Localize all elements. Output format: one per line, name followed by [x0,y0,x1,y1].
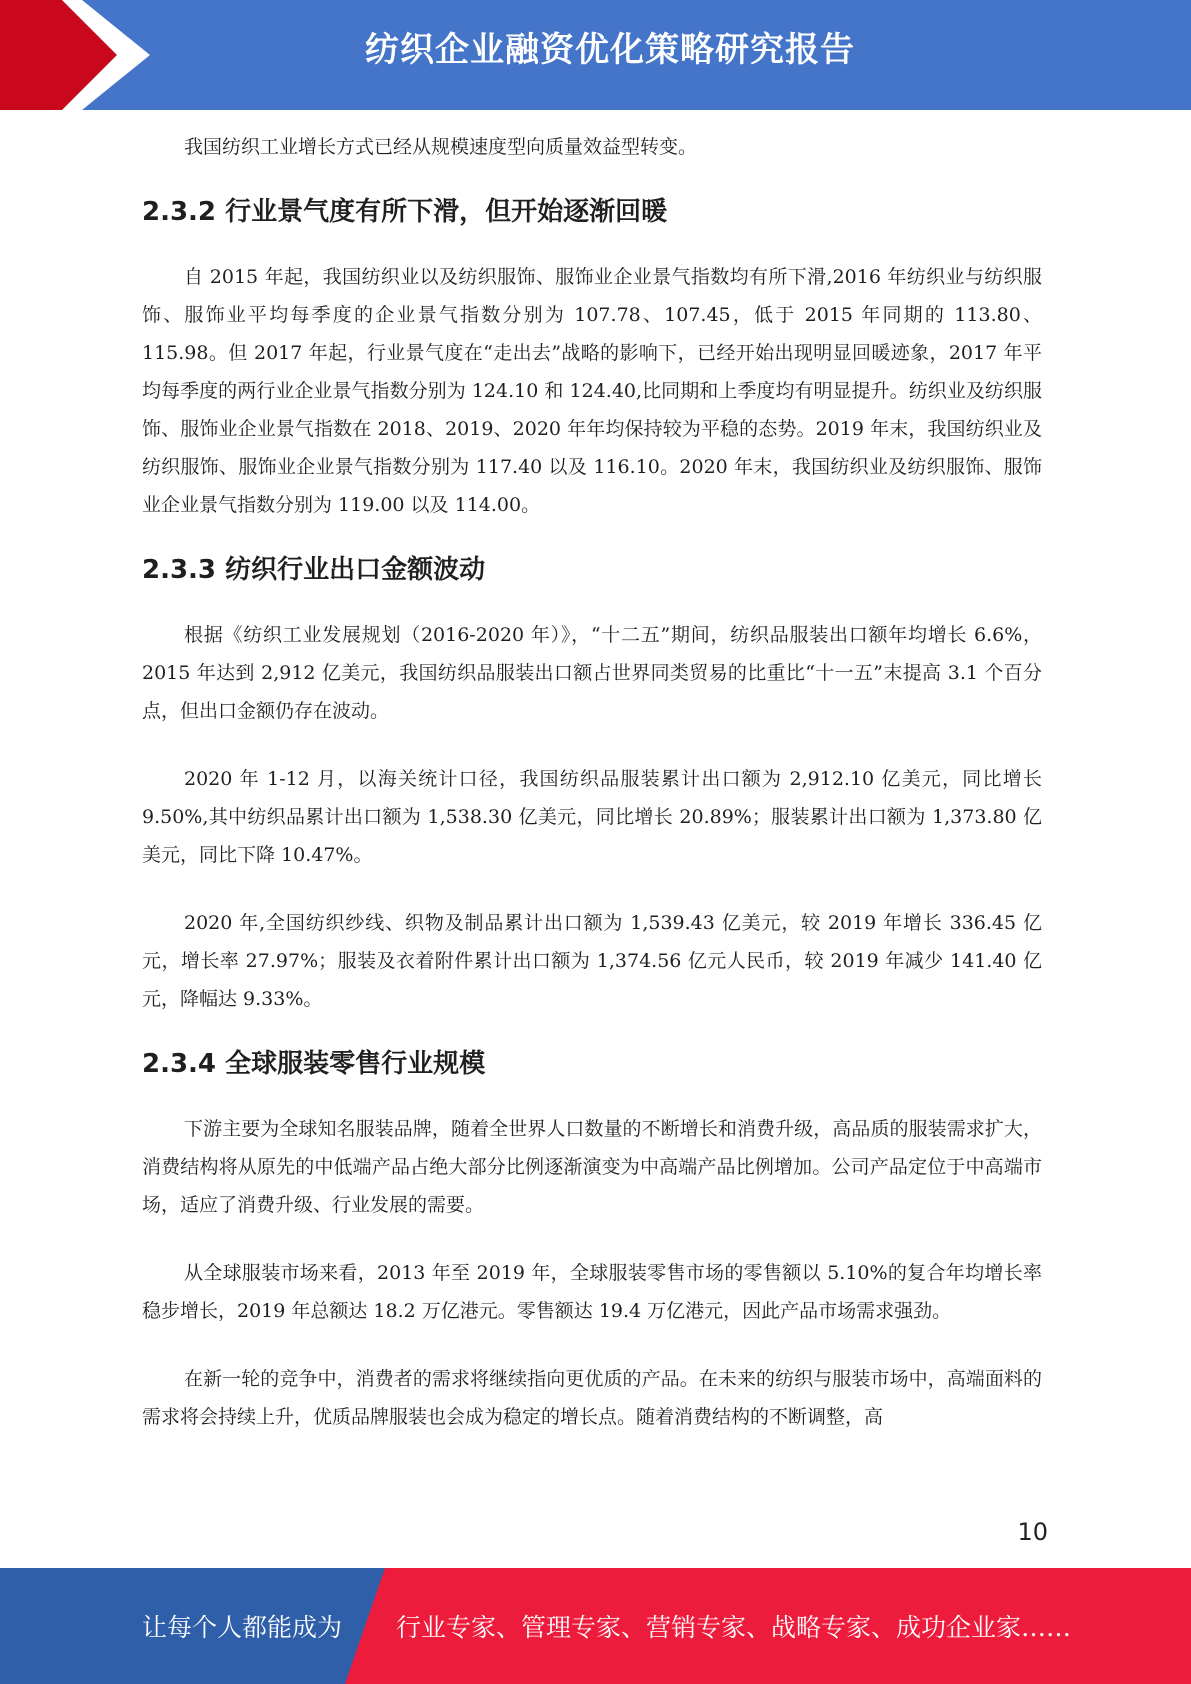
paragraph: 下游主要为全球知名服装品牌，随着全世界人口数量的不断增长和消费升级，高品质的服装需求扩大，消费结构将从原先的中低端产品占绝大部分比例逐渐演变为中高端产品比例增加。公司产品定位于中高端市场，适应了消费升级、行业发展的需要。 [142,1118,1042,1216]
paragraph: 从全球服装市场来看，2013 年至 2019 年，全球服装零售市场的零售额以 5.10%的复合年均增长率稳步增长，2019 年总额达 18.2 万亿港元。零售额达 19.4 万亿港元，因此产品市场需求强劲。 [142,1262,1042,1322]
page-content [142,128,1042,1436]
section-heading-2-3-2: 2.3.2 行业景气度有所下滑，但开始逐渐回暖 [142,197,668,227]
paragraph: 根据《纺织工业发展规划（2016-2020 年）》，“十二五”期间，纺织品服装出口额年均增长 6.6%，2015 年达到 2,912 亿美元，我国纺织品服装出口额占世界同类贸易的比重比“十一五”末提高 3.1 个百分点，但出口金额仍存在波动。 [142,624,1042,722]
footer-banner [0,1568,1191,1684]
header-banner [0,0,1191,110]
section-heading-2-3-4: 2.3.4 全球服装零售行业规模 [142,1049,486,1079]
paragraph: 2020 年,全国纺织纱线、织物及制品累计出口额为 1,539.43 亿美元，较 2019 年增长 336.45 亿元，增长率 27.97%；服装及衣着附件累计出口额为 1,374.56 亿元人民币，较 2019 年减少 141.40 亿元，降幅达 9.33%。 [142,912,1042,1010]
footer-slogan-right: 行业专家、管理专家、营销专家、战略专家、成功企业家…… [396,1613,1072,1642]
section-heading-2-3-3: 2.3.3 纺织行业出口金额波动 [142,555,486,585]
paragraph: 在新一轮的竞争中，消费者的需求将继续指向更优质的产品。在未来的纺织与服装市场中，高端面料的需求将会持续上升，优质品牌服装也会成为稳定的增长点。随着消费结构的不断调整，高 [142,1368,1042,1428]
page-number: 10 [1017,1518,1048,1546]
document-title: 纺织企业融资优化策略研究报告 [365,30,855,70]
paragraph: 2020 年 1-12 月，以海关统计口径，我国纺织品服装累计出口额为 2,912.10 亿美元，同比增长 9.50%,其中纺织品累计出口额为 1,538.30 亿美元，同比增长 20.89%；服装累计出口额为 1,373.80 亿美元，同比下降 10.47%。 [142,768,1042,866]
paragraph: 我国纺织工业增长方式已经从规模速度型向质量效益型转变。 [184,136,698,158]
footer-slogan-left: 让每个人都能成为 [142,1613,343,1642]
paragraph: 自 2015 年起，我国纺织业以及纺织服饰、服饰业企业景气指数均有所下滑,2016 年纺织业与纺织服饰、服饰业平均每季度的企业景气指数分别为 107.78、107.45，低于 2015 年同期的 113.80、115.98。但 2017 年起，行业景气度在“走出去”战略的影响下，已经开始出现明显回暖迹象，2017 年平均每季度的两行业企业景气指数分别为 124.10 和 124.40,比同期和上季度均有明显提升。纺织业及纺织服饰、服饰业企业景气指数在 2018、2019、2020 年年均保持较为平稳的态势。2019 年末，我国纺织业及纺织服饰、服饰业企业景气指数分别为 117.40 以及 116.10。2020 年末，我国纺织业及纺织服饰、服饰业企业景气指数分别为 119.00 以及 114.00。 [142,266,1042,516]
